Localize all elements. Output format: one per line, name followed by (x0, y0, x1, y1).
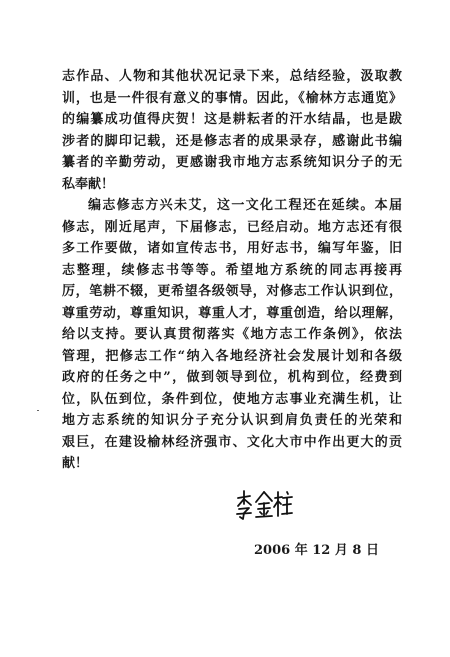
paragraph-2-line: 多工作要做，诸如宣传志书，用好志书，编写年鉴，旧 (62, 241, 402, 256)
paragraph-2-line: 位，队伍到位，条件到位，使地方志事业充满生机，让 (62, 391, 402, 407)
paragraph-2-line: 献！ (62, 456, 89, 471)
paragraph-2-line: 给以支持。要认真贯彻落实《地方志工作条例》，依法 (62, 327, 402, 342)
handwritten-signature (234, 486, 294, 526)
paragraph-2-line: 编志修志方兴未艾，这一文化工程还在延续。本届 (88, 198, 402, 213)
paragraph-1-line: 的编纂成功值得庆贺！这是耕耘者的汗水结晶，也是跋 (62, 112, 402, 127)
paragraph-2-line: 地方志系统的知识分子充分认识到肩负责任的光荣和 (62, 413, 402, 428)
paragraph-2-line: 厉，笔耕不辍，更希望各级领导，对修志工作认识到位， (62, 284, 402, 299)
paragraph-1-line: 志作品、人物和其他状况记录下来，总结经验，汲取教 (62, 69, 402, 84)
paragraph-1-line: 纂者的辛勤劳动，更感谢我市地方志系统知识分子的无 (62, 155, 402, 170)
signature-date: 2006 年 12 月 8 日 (254, 543, 379, 558)
paragraph-1-line: 训，也是一件很有意义的事情。因此，《榆林方志通览》 (62, 90, 402, 106)
paragraph-2-line: 政府的任务之中”，做到领导到位，机构到位，经费到 (62, 370, 402, 385)
paragraph-1-line: 涉者的脚印记载，还是修志者的成果录存，感谢此书编 (62, 133, 402, 149)
body-text (62, 66, 402, 475)
paragraph-1-line: 私奉献！ (62, 176, 115, 192)
scan-speck (37, 410, 39, 411)
paragraph-2-line: 管理，把修志工作“纳入各地经济社会发展计划和各级 (62, 348, 402, 364)
paragraph-2-line: 尊重劳动，尊重知识，尊重人才，尊重创造，给以理解， (62, 305, 402, 321)
paragraph-2-line: 修志，刚近尾声，下届修志，已经启动。地方志还有很 (62, 219, 402, 235)
paragraph-2-line: 志整理，续修志书等等。希望地方系统的同志再接再 (62, 262, 402, 278)
paragraph-2-line: 艰巨，在建设榆林经济强市、文化大市中作出更大的贡 (62, 434, 402, 450)
